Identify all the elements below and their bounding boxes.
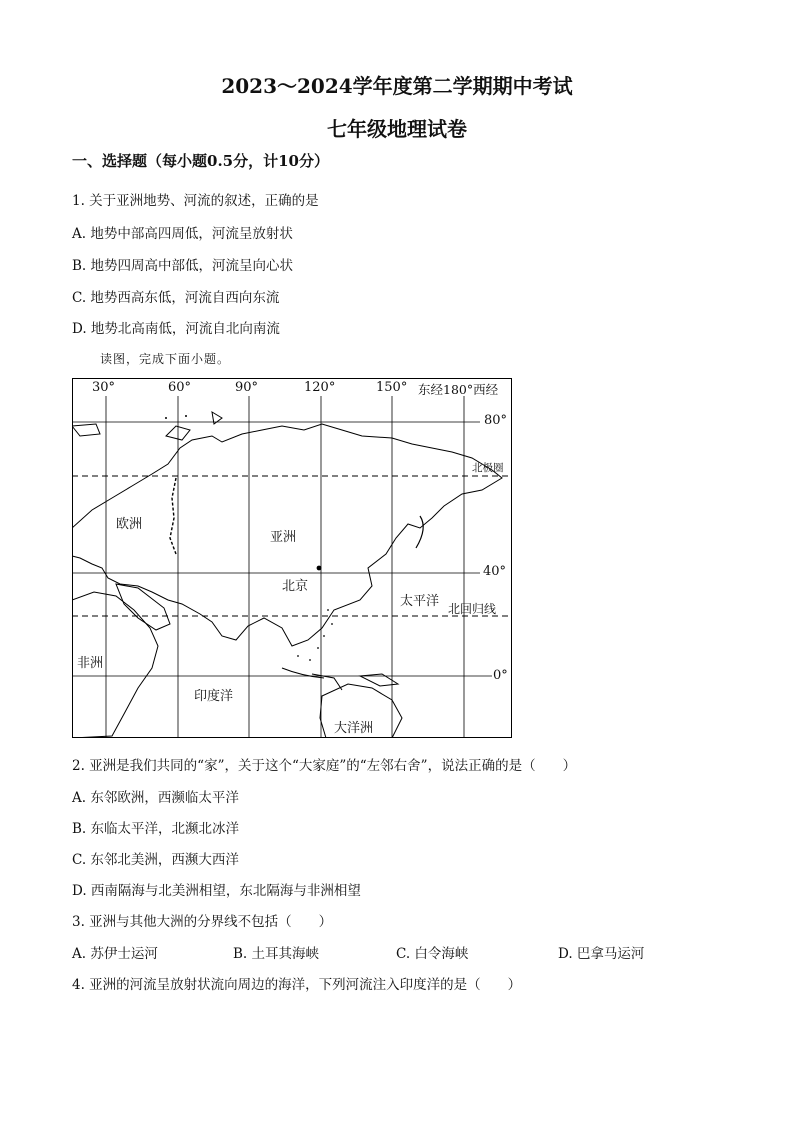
map-lon-150: 150° — [376, 380, 408, 395]
map-lat-80: 80° — [484, 413, 508, 428]
question-2-option-b: B. 东临太平洋，北濒北冰洋 — [72, 821, 240, 837]
map-label-beijing: 北京 — [282, 579, 309, 594]
map-label-indian-ocean: 印度洋 — [194, 689, 234, 704]
exam-subtitle: 七年级地理试卷 — [327, 117, 467, 141]
map-label-pacific: 太平洋 — [400, 594, 440, 609]
question-3-option-a: A. 苏伊士运河 — [72, 946, 158, 962]
map-lon-30: 30° — [92, 380, 116, 395]
question-1-option-a: A. 地势中部高四周低，河流呈放射状 — [72, 226, 293, 242]
question-3-option-b: B. 土耳其海峡 — [233, 946, 320, 962]
question-4-stem: 4. 亚洲的河流呈放射状流向周边的海洋，下列河流注入印度洋的是（ ） — [72, 977, 522, 993]
map-lon-120: 120° — [304, 380, 336, 395]
asia-map — [72, 378, 512, 738]
question-3-stem: 3. 亚洲与其他大洲的分界线不包括（ ） — [72, 914, 333, 930]
question-1-option-c: C. 地势西高东低，河流自西向东流 — [72, 290, 280, 306]
question-2-option-c: C. 东邻北美洲，西濒大西洋 — [72, 852, 239, 868]
map-label-europe: 欧洲 — [116, 517, 143, 532]
question-3-option-c: C. 白令海峡 — [396, 946, 469, 962]
question-1-option-b: B. 地势四周高中部低，河流呈向心状 — [72, 258, 294, 274]
map-lon-180: 东经180°西经 — [418, 382, 499, 397]
map-label-asia: 亚洲 — [270, 530, 297, 545]
exam-title: 2023～2024学年度第二学期期中考试 — [221, 74, 573, 98]
map-lon-60: 60° — [168, 380, 192, 395]
map-label-africa: 非洲 — [77, 656, 104, 671]
section-heading: 一、选择题（每小题0.5分，计10分） — [72, 152, 329, 170]
map-lat-0: 0° — [493, 668, 508, 683]
question-2-option-d: D. 西南隔海与北美洲相望，东北隔海与非洲相望 — [72, 883, 361, 899]
map-lat-40: 40° — [483, 564, 507, 579]
question-1-stem: 1. 关于亚洲地势、河流的叙述，正确的是 — [72, 193, 319, 209]
map-tropic-cancer: 北回归线 — [448, 602, 497, 616]
question-2-option-a: A. 东邻欧洲，西濒临太平洋 — [72, 790, 239, 806]
question-2-stem: 2. 亚洲是我们共同的“家”，关于这个“大家庭”的“左邻右舍”，说法正确的是（ ） — [72, 758, 577, 774]
map-lon-90: 90° — [235, 380, 259, 395]
map-arctic-circle: 北极圈 — [472, 462, 504, 474]
map-instruction: 读图，完成下面小题。 — [100, 352, 231, 366]
map-label-oceania: 大洋洲 — [334, 721, 374, 736]
map-graphic — [72, 378, 512, 738]
question-3-option-d: D. 巴拿马运河 — [558, 946, 645, 962]
question-1-option-d: D. 地势北高南低，河流自北向南流 — [72, 321, 280, 337]
